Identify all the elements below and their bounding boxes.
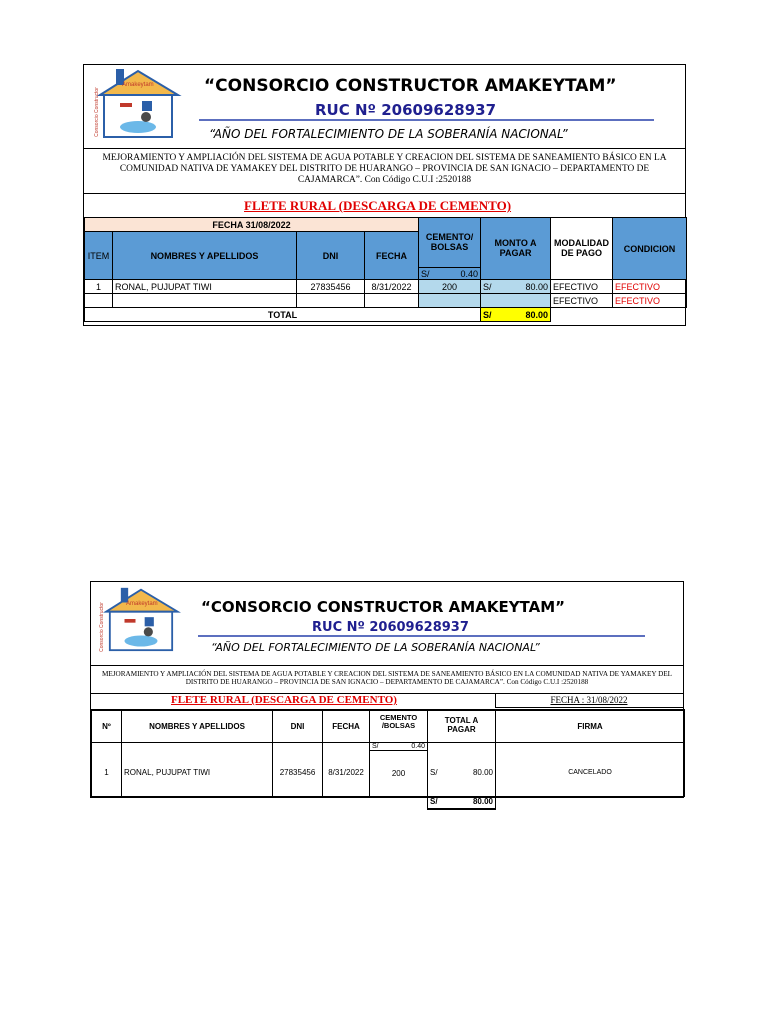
unit-price-cell bbox=[419, 268, 481, 280]
header-rule bbox=[199, 119, 654, 121]
row-nombre: RONAL, PUJUPAT TIWI bbox=[122, 750, 273, 796]
total-label: TOTAL bbox=[85, 308, 481, 322]
row-currency: S/ bbox=[430, 768, 438, 778]
row-fecha: 8/31/2022 bbox=[365, 280, 419, 294]
divider bbox=[91, 665, 683, 666]
company-motto: “AÑO DEL FORTALECIMIENTO DE LA SOBERANÍA NACIONAL” bbox=[209, 127, 568, 141]
table-row bbox=[92, 750, 685, 796]
row-condicion: EFECTIVO bbox=[613, 294, 687, 308]
header-rule bbox=[198, 635, 645, 637]
cemento-header: CEMENTO /BOLSAS bbox=[370, 710, 428, 742]
row-nombre bbox=[113, 294, 297, 308]
dni-header: DNI bbox=[273, 710, 323, 742]
row-firma: CANCELADO bbox=[496, 750, 685, 796]
divider bbox=[84, 148, 685, 149]
unit-price: 0.40 bbox=[460, 268, 479, 279]
total-value: 80.00 bbox=[472, 797, 493, 806]
company-ruc: RUC Nº 20609628937 bbox=[312, 620, 469, 635]
company-logo-icon bbox=[90, 67, 186, 139]
sheet-title: FLETE RURAL (DESCARGA DE CEMENTO) bbox=[171, 694, 397, 706]
row-fecha: 8/31/2022 bbox=[323, 750, 370, 796]
total-header: TOTAL A PAGAR bbox=[428, 710, 496, 742]
row-monto: 80.00 bbox=[525, 281, 549, 292]
logo-side-text: Consorcio Constructor bbox=[93, 87, 100, 137]
monto-header: MONTO A PAGAR bbox=[481, 218, 551, 280]
unit-currency: S/ bbox=[372, 742, 379, 750]
divider bbox=[84, 193, 685, 194]
payment-table bbox=[91, 709, 685, 797]
company-name: “CONSORCIO CONSTRUCTOR AMAKEYTAM” bbox=[204, 76, 617, 96]
row-bolsas: 200 bbox=[419, 280, 481, 294]
row-num: 1 bbox=[92, 750, 122, 796]
row-condicion: EFECTIVO bbox=[613, 280, 687, 294]
row-item bbox=[85, 294, 113, 308]
payment-sheet-2 bbox=[90, 581, 684, 806]
fecha-col-header: FECHA bbox=[323, 710, 370, 742]
dni-header: DNI bbox=[297, 232, 365, 280]
company-motto: “AÑO DEL FORTALECIMIENTO DE LA SOBERANÍA NACIONAL” bbox=[211, 641, 540, 654]
condicion-header: CONDICION bbox=[613, 218, 687, 280]
payment-sheet-1 bbox=[83, 64, 686, 326]
total-currency: S/ bbox=[483, 309, 492, 320]
fecha-header: FECHA 31/08/2022 bbox=[85, 218, 419, 232]
row-dni bbox=[297, 294, 365, 308]
company-ruc: RUC Nº 20609628937 bbox=[315, 101, 497, 119]
unit-price-cell bbox=[370, 742, 428, 750]
row-currency: S/ bbox=[483, 281, 492, 292]
nombres-header: NOMBRES Y APELLIDOS bbox=[122, 710, 273, 742]
row-bolsas: 200 bbox=[370, 750, 428, 796]
row-monto-cell bbox=[428, 750, 496, 796]
total-value: 80.00 bbox=[525, 309, 549, 320]
row-modalidad: EFECTIVO bbox=[551, 280, 613, 294]
table-row bbox=[85, 280, 687, 294]
modalidad-header: MODALIDAD DE PAGO bbox=[551, 218, 613, 280]
project-description: MEJORAMIENTO Y AMPLIACIÓN DEL SISTEMA DE AGUA POTABLE Y CREACION DEL SISTEMA DE SANEAMIENTO BÁSICO EN LA COMUNIDAD NATIVA DE YAMAKEY DEL DISTRITO DE HUARANGO – PROVINCIA DE SAN IGNACIO – DEPARTAMENTO DE CAJAMARCA”. Con Código C.U.I :2520188 bbox=[102, 153, 667, 185]
fecha-label: FECHA : 31/08/2022 bbox=[550, 695, 628, 705]
logo-text: Amakeytam bbox=[126, 601, 158, 607]
row-monto-cell bbox=[481, 280, 551, 294]
total-cell bbox=[481, 308, 551, 322]
row-monto bbox=[481, 294, 551, 308]
row-dni: 27835456 bbox=[273, 750, 323, 796]
row-modalidad: EFECTIVO bbox=[551, 294, 613, 308]
sheet-title: FLETE RURAL (DESCARGA DE CEMENTO) bbox=[244, 198, 512, 213]
payment-table bbox=[84, 217, 687, 322]
unit-price: 0.40 bbox=[411, 742, 425, 750]
cemento-header: CEMENTO/ BOLSAS bbox=[419, 218, 481, 268]
row-item: 1 bbox=[85, 280, 113, 294]
company-name: “CONSORCIO CONSTRUCTOR AMAKEYTAM” bbox=[201, 598, 566, 616]
row-fecha bbox=[365, 294, 419, 308]
fecha-col-header: FECHA bbox=[365, 232, 419, 280]
row-nombre: RONAL, PUJUPAT TIWI bbox=[113, 280, 297, 294]
num-header: Nº bbox=[92, 710, 122, 742]
firma-header: FIRMA bbox=[496, 710, 685, 742]
company-logo-icon bbox=[95, 586, 187, 652]
row-dni: 27835456 bbox=[297, 280, 365, 294]
total-currency: S/ bbox=[430, 797, 438, 806]
row-bolsas bbox=[419, 294, 481, 308]
logo-side-text: Consorcio Constructor bbox=[98, 602, 105, 652]
logo-text: Amakeytam bbox=[122, 82, 154, 88]
unit-currency: S/ bbox=[421, 268, 430, 279]
project-description: MEJORAMIENTO Y AMPLIACIÓN DEL SISTEMA DE AGUA POTABLE Y CREACION DEL SISTEMA DE SANEAMIENTO BÁSICO EN LA COMUNIDAD NATIVA DE YAMAKEY DEL DISTRITO DE HUARANGO – PROVINCIA DE SAN IGNACIO – DEPARTAMENTO DE CAJAMARCA”. Con Código C.U.I :2520188 bbox=[101, 670, 673, 687]
table-row bbox=[85, 294, 687, 308]
item-header: ITEM bbox=[85, 232, 113, 280]
nombres-header: NOMBRES Y APELLIDOS bbox=[113, 232, 297, 280]
total-row bbox=[85, 308, 687, 322]
total-cell bbox=[427, 796, 496, 810]
row-monto: 80.00 bbox=[472, 768, 493, 778]
